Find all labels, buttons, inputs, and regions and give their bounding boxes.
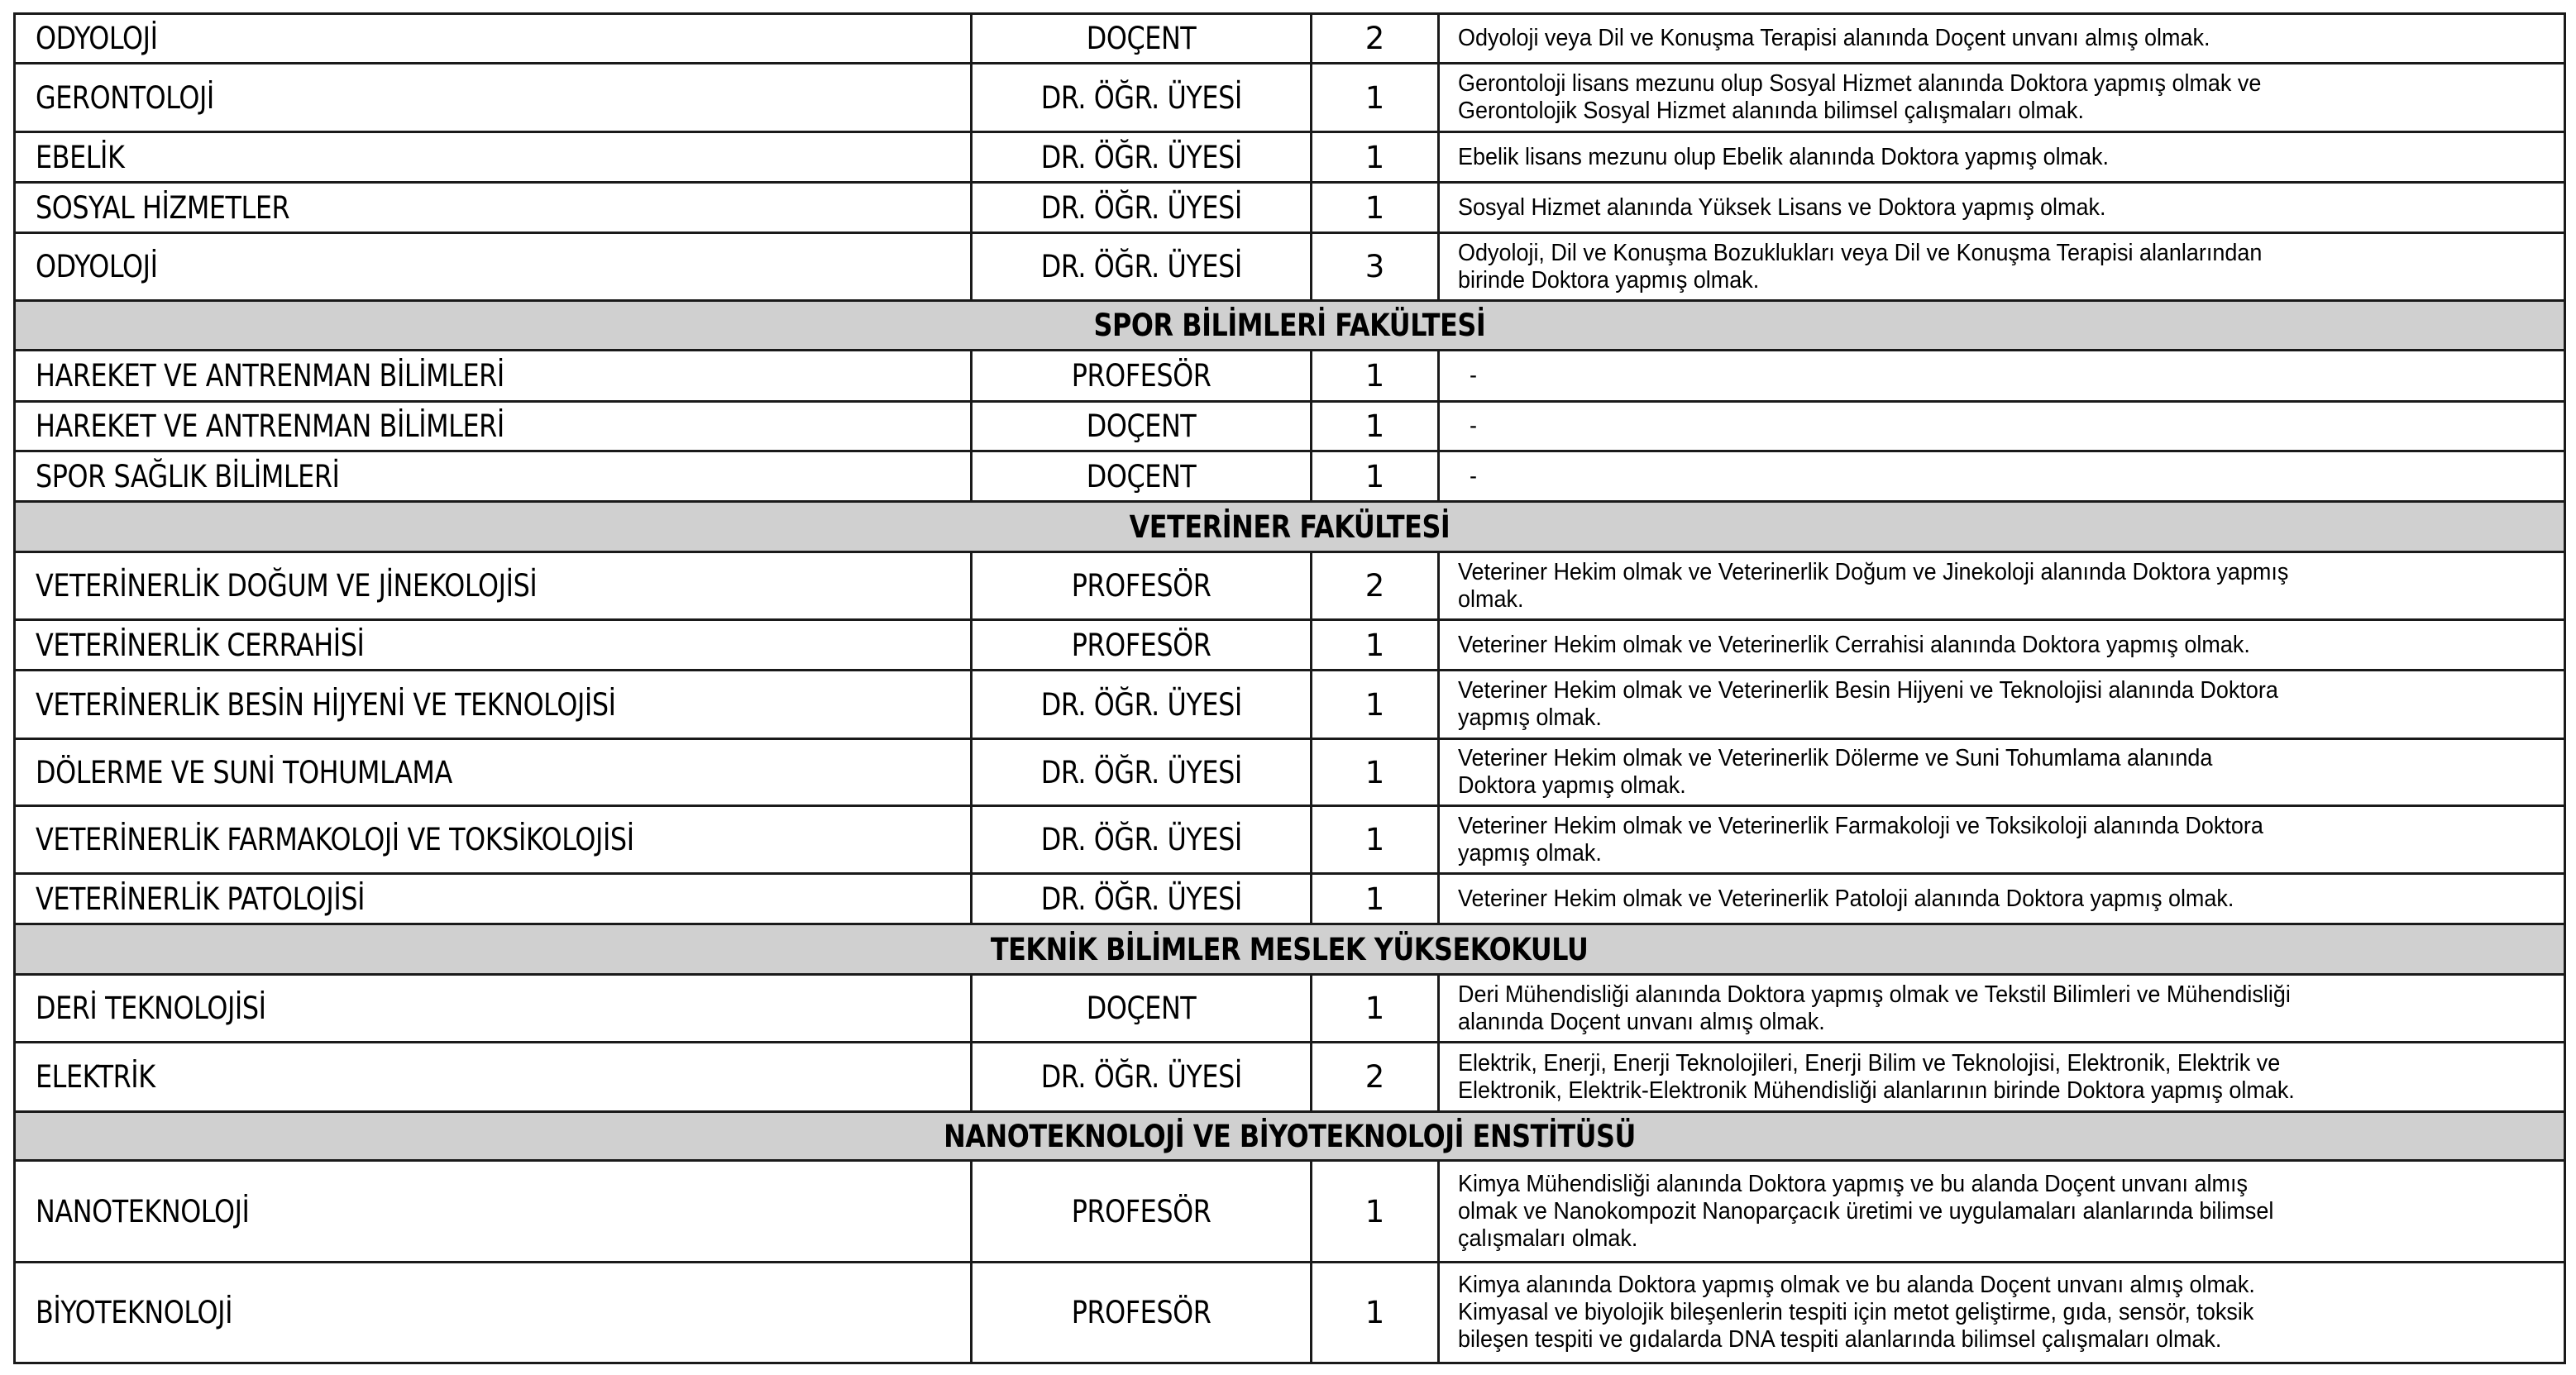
academic-title: DR. ÖĞR. ÜYESİ: [1040, 822, 1242, 857]
section-title: VETERİNER FAKÜLTESİ: [1129, 508, 1450, 545]
table-row: [15, 620, 2565, 671]
requirement-text: Elektrik, Enerji, Enerji Teknolojileri, Enerji Bilim ve Teknolojisi, Elektronik, Elektrik ve: [1458, 1049, 2281, 1077]
academic-title: DOÇENT: [1086, 21, 1197, 56]
requirement-cell: [1439, 874, 2565, 924]
count-cell: [1312, 1043, 1439, 1112]
department-cell: [15, 1263, 972, 1363]
requirement-text: Deri Mühendisliği alanında Doktora yapmış olmak ve Tekstil Bilimleri ve Mühendisliği: [1458, 981, 2291, 1008]
table-body: [15, 14, 2565, 1363]
count-cell: [1312, 402, 1439, 451]
requirement-cell: [1439, 132, 2565, 183]
position-count: 1: [1364, 408, 1385, 444]
requirement-cell: [1439, 552, 2565, 620]
table-row: [15, 975, 2565, 1043]
academic-title: DR. ÖĞR. ÜYESİ: [1040, 881, 1242, 917]
department-cell: [15, 975, 972, 1043]
department-cell: [15, 806, 972, 874]
requirement-text: alanında Doçent unvanı almış olmak.: [1458, 1008, 1825, 1035]
count-cell: [1312, 14, 1439, 64]
count-cell: [1312, 671, 1439, 739]
table-row: [15, 1161, 2565, 1263]
department-name: VETERİNERLİK DOĞUM VE JİNEKOLOJİSİ: [36, 568, 538, 604]
title-cell: [972, 1263, 1312, 1363]
table-row: [15, 806, 2565, 874]
requirement-cell: [1439, 351, 2565, 402]
department-cell: [15, 351, 972, 402]
academic-title: PROFESÖR: [1071, 358, 1212, 394]
requirement-cell: [1439, 1263, 2565, 1363]
academic-title: PROFESÖR: [1071, 1193, 1212, 1229]
requirement-text: çalışmaları olmak.: [1458, 1225, 1638, 1252]
table-row: [15, 671, 2565, 739]
table-row: [15, 739, 2565, 806]
department-cell: [15, 132, 972, 183]
requirement-text-line: [1458, 70, 2555, 98]
requirement-cell: [1439, 1161, 2565, 1263]
requirement-text-line: [1458, 840, 2555, 867]
position-count: 1: [1364, 627, 1385, 663]
academic-title: DR. ÖĞR. ÜYESİ: [1040, 1059, 1242, 1095]
department-name: SPOR SAĞLIK BİLİMLERİ: [36, 458, 340, 494]
requirement-text-line: [1458, 632, 2555, 659]
department-name: HAREKET VE ANTRENMAN BİLİMLERİ: [36, 358, 504, 394]
department-name: VETERİNERLİK PATOLOJİSİ: [36, 881, 366, 917]
academic-title: DOÇENT: [1086, 458, 1197, 494]
requirement-cell: [1439, 14, 2565, 64]
department-cell: [15, 451, 972, 502]
title-cell: [972, 1161, 1312, 1263]
table-row: [15, 233, 2565, 301]
position-count: 1: [1364, 79, 1385, 116]
title-cell: [972, 451, 1312, 502]
requirement-text-line: [1458, 194, 2555, 222]
count-cell: [1312, 183, 1439, 233]
requirement-text: -: [1470, 362, 1477, 389]
requirement-text: yapmış olmak.: [1458, 704, 1602, 731]
section-header-row: [15, 502, 2565, 552]
requirement-text-line: [1458, 1009, 2555, 1036]
requirement-text: Veteriner Hekim olmak ve Veterinerlik Dölerme ve Suni Tohumlama alanında: [1458, 745, 2213, 771]
count-cell: [1312, 620, 1439, 671]
requirement-text: bileşen tespiti ve gıdalarda DNA tespiti alanlarında bilimsel çalışmaları olmak.: [1458, 1326, 2222, 1353]
requirement-text-line: [1458, 677, 2555, 704]
section-header: [15, 1112, 2565, 1161]
title-cell: [972, 64, 1312, 132]
requirement-text-line: [1458, 463, 2555, 490]
count-cell: [1312, 1263, 1439, 1363]
requirement-text: olmak ve Nanokompozit Nanoparçacık üretimi ve uygulamaları alanlarında bilimsel: [1458, 1197, 2274, 1225]
requirement-text-line: [1458, 745, 2555, 772]
requirement-text: Veteriner Hekim olmak ve Veterinerlik Farmakoloji ve Toksikoloji alanında Doktora: [1458, 812, 2263, 839]
requirement-text: -: [1470, 462, 1477, 489]
title-cell: [972, 552, 1312, 620]
title-cell: [972, 132, 1312, 183]
department-name: BİYOTEKNOLOJİ: [36, 1295, 233, 1330]
academic-title: DOÇENT: [1086, 991, 1197, 1026]
requirement-text-line: [1458, 1299, 2555, 1326]
title-cell: [972, 14, 1312, 64]
table-row: [15, 451, 2565, 502]
position-count: 1: [1364, 1295, 1385, 1330]
department-cell: [15, 739, 972, 806]
title-cell: [972, 183, 1312, 233]
position-count: 2: [1364, 1059, 1385, 1095]
position-count: 1: [1364, 1193, 1385, 1229]
department-name: DÖLERME VE SUNİ TOHUMLAMA: [36, 754, 452, 790]
department-cell: [15, 1161, 972, 1263]
table-row: [15, 874, 2565, 924]
position-count: 1: [1364, 754, 1385, 790]
requirement-cell: [1439, 671, 2565, 739]
requirement-text: Odyoloji, Dil ve Konuşma Bozuklukları veya Dil ve Konuşma Terapisi alanlarından: [1458, 239, 2263, 266]
requirement-cell: [1439, 233, 2565, 301]
requirement-text-line: [1458, 559, 2555, 586]
academic-title: DR. ÖĞR. ÜYESİ: [1040, 79, 1242, 116]
department-cell: [15, 1043, 972, 1112]
academic-title: PROFESÖR: [1071, 1295, 1212, 1330]
section-title: TEKNİK BİLİMLER MESLEK YÜKSEKOKULU: [991, 931, 1589, 967]
title-cell: [972, 402, 1312, 451]
position-count: 1: [1364, 881, 1385, 917]
requirement-cell: [1439, 739, 2565, 806]
requirement-text-line: [1458, 772, 2555, 800]
requirement-text: yapmış olmak.: [1458, 839, 1602, 867]
requirement-cell: [1439, 1043, 2565, 1112]
count-cell: [1312, 451, 1439, 502]
requirement-text-line: [1458, 1272, 2555, 1299]
position-count: 1: [1364, 686, 1385, 723]
requirement-text-line: [1458, 704, 2555, 732]
department-cell: [15, 874, 972, 924]
requirement-text: Veteriner Hekim olmak ve Veterinerlik Doğum ve Jinekoloji alanında Doktora yapmış: [1458, 558, 2289, 585]
table-row: [15, 402, 2565, 451]
department-name: ODYOLOJİ: [36, 21, 158, 56]
requirement-cell: [1439, 64, 2565, 132]
academic-title: DR. ÖĞR. ÜYESİ: [1040, 754, 1242, 790]
title-cell: [972, 1043, 1312, 1112]
requirement-text: Elektronik, Elektrik-Elektronik Mühendisliği alanlarının birinde Doktora yapmış olmak.: [1458, 1077, 2295, 1104]
position-count: 1: [1364, 358, 1385, 394]
requirement-text: Odyoloji veya Dil ve Konuşma Terapisi alanında Doçent unvanı almış olmak.: [1458, 25, 2210, 51]
requirement-text: Veteriner Hekim olmak ve Veterinerlik Cerrahisi alanında Doktora yapmış olmak.: [1458, 631, 2250, 658]
requirement-text-line: [1458, 25, 2555, 52]
title-cell: [972, 806, 1312, 874]
position-count: 2: [1364, 568, 1385, 604]
section-header: [15, 502, 2565, 552]
requirement-text: Veteriner Hekim olmak ve Veterinerlik Patoloji alanında Doktora yapmış olmak.: [1458, 885, 2234, 912]
position-count: 1: [1364, 991, 1385, 1026]
title-cell: [972, 874, 1312, 924]
count-cell: [1312, 874, 1439, 924]
department-name: VETERİNERLİK CERRAHİSİ: [36, 627, 365, 663]
requirement-text-line: [1458, 586, 2555, 613]
department-cell: [15, 402, 972, 451]
department-cell: [15, 233, 972, 301]
requirement-cell: [1439, 806, 2565, 874]
department-name: DERİ TEKNOLOJİSİ: [36, 991, 266, 1026]
table-row: [15, 183, 2565, 233]
academic-title: DR. ÖĞR. ÜYESİ: [1040, 189, 1242, 226]
position-count: 2: [1364, 21, 1385, 56]
requirement-text-line: [1458, 886, 2555, 913]
academic-title: PROFESÖR: [1071, 627, 1212, 663]
title-cell: [972, 671, 1312, 739]
section-header-row: [15, 301, 2565, 351]
department-cell: [15, 14, 972, 64]
requirement-text: -: [1470, 413, 1477, 439]
requirement-cell: [1439, 183, 2565, 233]
position-count: 3: [1364, 249, 1385, 284]
department-cell: [15, 620, 972, 671]
requirement-text-line: [1458, 98, 2555, 125]
requirement-text-line: [1458, 1225, 2555, 1253]
section-header: [15, 924, 2565, 975]
table-row: [15, 552, 2565, 620]
requirement-text-line: [1458, 362, 2555, 389]
department-name: GERONTOLOJİ: [36, 79, 214, 116]
requirement-cell: [1439, 402, 2565, 451]
requirement-text-line: [1458, 981, 2555, 1009]
count-cell: [1312, 806, 1439, 874]
department-name: ODYOLOJİ: [36, 249, 158, 284]
table-row: [15, 64, 2565, 132]
position-count: 1: [1364, 139, 1385, 175]
department-name: EBELİK: [36, 139, 125, 175]
requirement-text-line: [1458, 1077, 2555, 1105]
requirement-text: olmak.: [1458, 585, 1524, 613]
department-name: VETERİNERLİK BESİN HİJYENİ VE TEKNOLOJİSİ: [36, 686, 616, 723]
department-name: VETERİNERLİK FARMAKOLOJİ VE TOKSİKOLOJİSİ: [36, 822, 634, 857]
department-name: NANOTEKNOLOJİ: [36, 1193, 250, 1229]
faculty-positions-table: [13, 12, 2566, 1364]
department-name: ELEKTRİK: [36, 1059, 155, 1095]
section-header-row: [15, 1112, 2565, 1161]
academic-title: DR. ÖĞR. ÜYESİ: [1040, 139, 1242, 175]
requirement-text: Gerontolojik Sosyal Hizmet alanında bilimsel çalışmaları olmak.: [1458, 98, 2084, 124]
position-count: 1: [1364, 458, 1385, 494]
table-row: [15, 1263, 2565, 1363]
requirement-text: Doktora yapmış olmak.: [1458, 772, 1686, 799]
requirement-text: birinde Doktora yapmış olmak.: [1458, 266, 1760, 294]
requirement-text: Sosyal Hizmet alanında Yüksek Lisans ve Doktora yapmış olmak.: [1458, 193, 2106, 221]
position-count: 1: [1364, 189, 1385, 226]
count-cell: [1312, 132, 1439, 183]
requirement-cell: [1439, 620, 2565, 671]
requirement-text-line: [1458, 1326, 2555, 1354]
department-cell: [15, 552, 972, 620]
academic-title: DR. ÖĞR. ÜYESİ: [1040, 249, 1242, 284]
title-cell: [972, 975, 1312, 1043]
academic-title: DOÇENT: [1086, 408, 1197, 444]
requirement-text-line: [1458, 267, 2555, 294]
count-cell: [1312, 233, 1439, 301]
department-cell: [15, 671, 972, 739]
requirement-text: Kimya Mühendisliği alanında Doktora yapmış ve bu alanda Doçent unvanı almış: [1458, 1170, 2248, 1197]
title-cell: [972, 233, 1312, 301]
department-name: SOSYAL HİZMETLER: [36, 189, 290, 226]
count-cell: [1312, 739, 1439, 806]
section-header-row: [15, 924, 2565, 975]
count-cell: [1312, 64, 1439, 132]
requirement-text: Ebelik lisans mezunu olup Ebelik alanında Doktora yapmış olmak.: [1458, 143, 2110, 170]
requirement-text-line: [1458, 1198, 2555, 1225]
requirement-text: Kimya alanında Doktora yapmış olmak ve bu alanda Doçent unvanı almış olmak.: [1458, 1272, 2255, 1298]
requirement-text: Veteriner Hekim olmak ve Veterinerlik Besin Hijyeni ve Teknolojisi alanında Doktora: [1458, 677, 2278, 704]
academic-title: DR. ÖĞR. ÜYESİ: [1040, 686, 1242, 723]
table-row: [15, 1043, 2565, 1112]
title-cell: [972, 351, 1312, 402]
count-cell: [1312, 975, 1439, 1043]
count-cell: [1312, 351, 1439, 402]
section-header: [15, 301, 2565, 351]
table-row: [15, 132, 2565, 183]
requirement-text: Gerontoloji lisans mezunu olup Sosyal Hizmet alanında Doktora yapmış olmak ve: [1458, 70, 2262, 97]
position-count: 1: [1364, 822, 1385, 857]
department-name: HAREKET VE ANTRENMAN BİLİMLERİ: [36, 408, 504, 444]
requirement-text-line: [1458, 144, 2555, 171]
title-cell: [972, 620, 1312, 671]
requirement-cell: [1439, 975, 2565, 1043]
title-cell: [972, 739, 1312, 806]
table-row: [15, 351, 2565, 402]
count-cell: [1312, 552, 1439, 620]
requirement-text-line: [1458, 813, 2555, 840]
section-title: NANOTEKNOLOJİ VE BİYOTEKNOLOJİ ENSTİTÜSÜ: [944, 1118, 1636, 1154]
requirement-text-line: [1458, 1050, 2555, 1077]
table-row: [15, 14, 2565, 64]
requirement-text-line: [1458, 1171, 2555, 1198]
count-cell: [1312, 1161, 1439, 1263]
requirement-cell: [1439, 451, 2565, 502]
requirement-text-line: [1458, 240, 2555, 267]
requirement-text: Kimyasal ve biyolojik bileşenlerin tespiti için metot geliştirme, gıda, sensör, toksik: [1458, 1299, 2254, 1325]
department-cell: [15, 183, 972, 233]
academic-title: PROFESÖR: [1071, 568, 1212, 604]
requirement-text-line: [1458, 413, 2555, 440]
department-cell: [15, 64, 972, 132]
section-title: SPOR BİLİMLERİ FAKÜLTESİ: [1093, 308, 1486, 343]
